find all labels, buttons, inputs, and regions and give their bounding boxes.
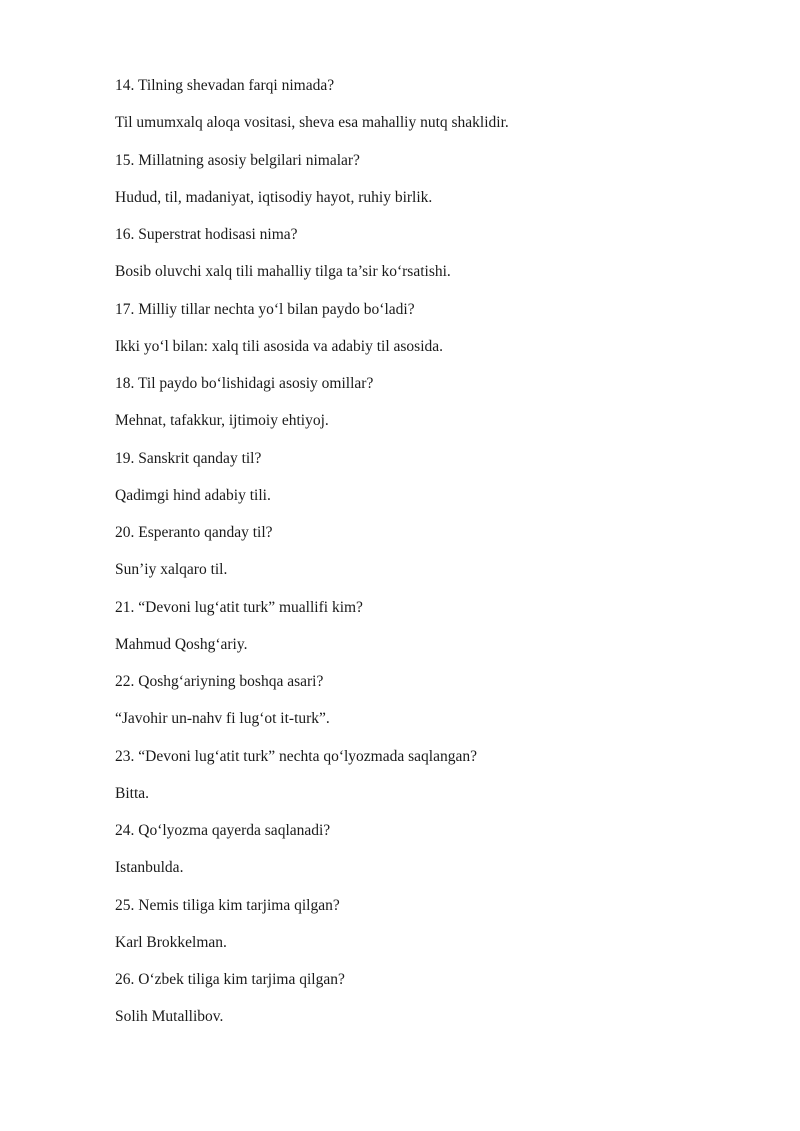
question-text: 18. Til paydo bo‘lishidagi asosiy omillar? bbox=[115, 375, 374, 392]
question-text: 26. O‘zbek tiliga kim tarjima qilgan? bbox=[115, 971, 345, 988]
answer-text: Mehnat, tafakkur, ijtimoiy ehtiyoj. bbox=[115, 412, 329, 430]
answer-text: Sun’iy xalqaro til. bbox=[115, 561, 228, 579]
question-text: 15. Millatning asosiy belgilari nimalar? bbox=[115, 151, 360, 169]
question-text: 22. Qoshg‘ariyning boshqa asari? bbox=[115, 673, 324, 690]
question-text: 14. Tilning shevadan farqi nimada? bbox=[115, 77, 335, 94]
question-text: 21. “Devoni lug‘atit turk” muallifi kim? bbox=[115, 598, 363, 616]
answer-text: Karl Brokkelman. bbox=[115, 933, 227, 951]
question-text: 25. Nemis tiliga kim tarjima qilgan? bbox=[115, 896, 340, 914]
answer-text: Solih Mutallibov. bbox=[115, 1008, 224, 1026]
answer-text: “Javohir un-nahv fi lug‘ot it-turk”. bbox=[115, 710, 330, 728]
answer-text: Istanbulda. bbox=[115, 859, 184, 877]
question-text: 19. Sanskrit qanday til? bbox=[115, 449, 262, 467]
answer-text: Mahmud Qoshg‘ariy. bbox=[115, 635, 248, 653]
answer-text: Hudud, til, madaniyat, iqtisodiy hayot, ruhiy birlik. bbox=[115, 188, 433, 206]
question-text: 24. Qo‘lyozma qayerda saqlanadi? bbox=[115, 822, 331, 839]
question-text: 20. Esperanto qanday til? bbox=[115, 524, 273, 541]
answer-text: Qadimgi hind adabiy tili. bbox=[115, 486, 271, 504]
question-text: 17. Milliy tillar nechta yo‘l bilan paydo bo‘ladi? bbox=[115, 300, 415, 318]
answer-text: Til umumxalq aloqa vositasi, sheva esa mahalliy nutq shaklidir. bbox=[115, 114, 509, 132]
answer-text: Bitta. bbox=[115, 784, 150, 802]
answer-text: Bosib oluvchi xalq tili mahalliy tilga ta’sir ko‘rsatishi. bbox=[115, 263, 451, 281]
answer-text: Ikki yo‘l bilan: xalq tili asosida va adabiy til asosida. bbox=[115, 337, 444, 355]
question-answer-list bbox=[115, 75, 755, 1044]
question-text: 23. “Devoni lug‘atit turk” nechta qo‘lyozmada saqlangan? bbox=[115, 747, 477, 765]
question-text: 16. Superstrat hodisasi nima? bbox=[115, 226, 298, 243]
